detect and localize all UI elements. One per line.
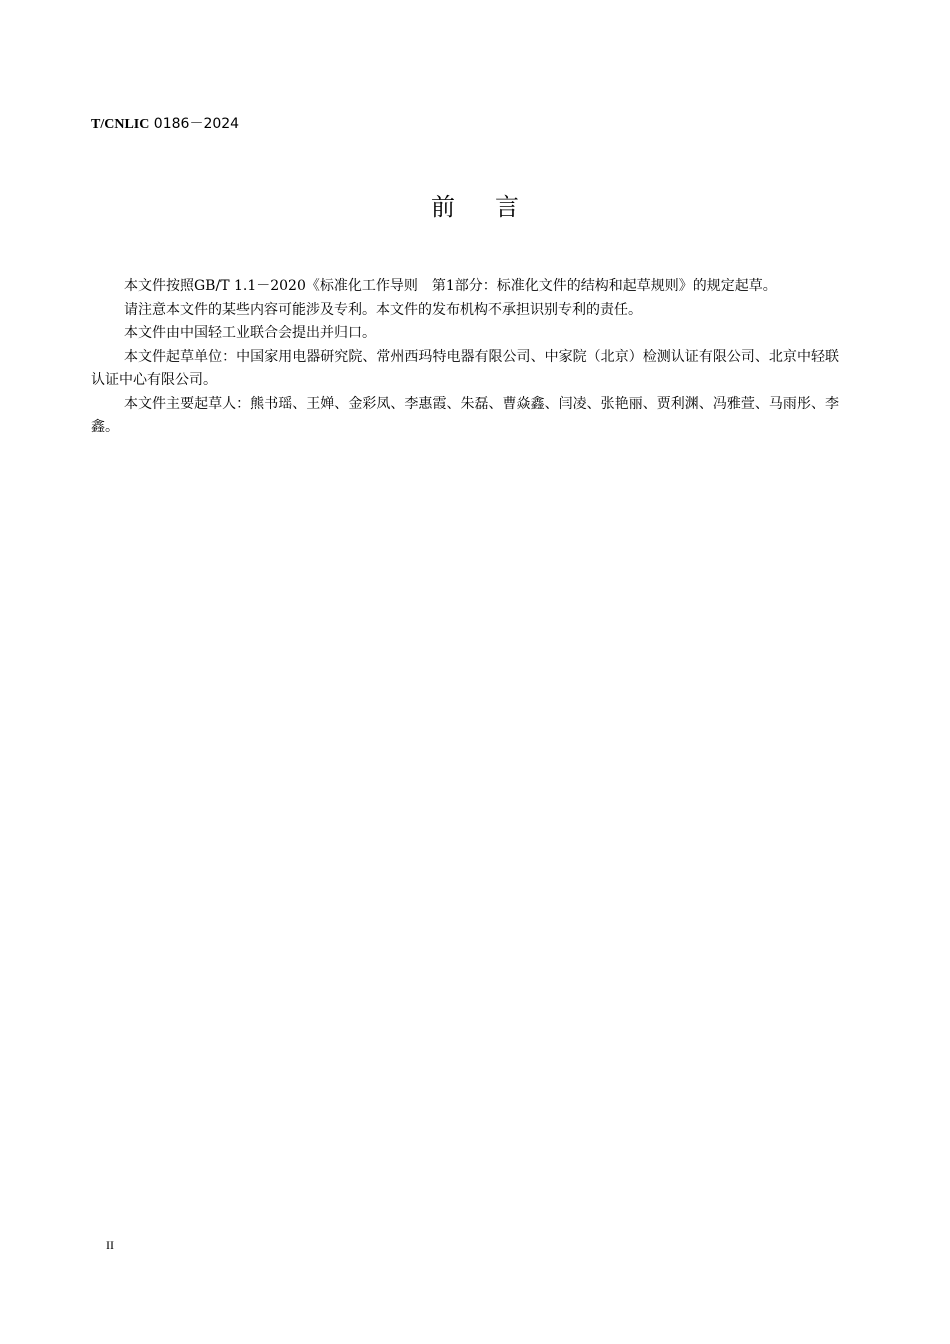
standard-number: [91, 114, 239, 135]
paragraph-drafting-units: 本文件起草单位：中国家用电器研究院、常州西玛特电器有限公司、中家院（北京）检测认证有限公司、北京中轻联认证中心有限公司。: [91, 348, 839, 388]
foreword-body: [91, 275, 839, 440]
paragraph-drafters: 本文件主要起草人：熊书瑶、王婵、金彩凤、李惠霞、朱磊、曹焱鑫、闫凌、张艳丽、贾利渊、冯雅萱、马雨彤、李鑫。: [91, 395, 839, 435]
paragraph-patent-notice: 请注意本文件的某些内容可能涉及专利。本文件的发布机构不承担识别专利的责任。: [124, 301, 642, 318]
page-number: II: [106, 1238, 114, 1252]
standard-code: 0186－2024: [149, 116, 240, 132]
page-title: 前言: [431, 193, 559, 221]
paragraph-drafting-basis: 本文件按照GB/T 1.1－2020《标准化工作导则 第1部分：标准化文件的结构和起草规则》的规定起草。: [124, 278, 777, 294]
paragraph-proposer: 本文件由中国轻工业联合会提出并归口。: [124, 325, 376, 341]
standard-prefix: T/CNLIC: [91, 117, 150, 132]
